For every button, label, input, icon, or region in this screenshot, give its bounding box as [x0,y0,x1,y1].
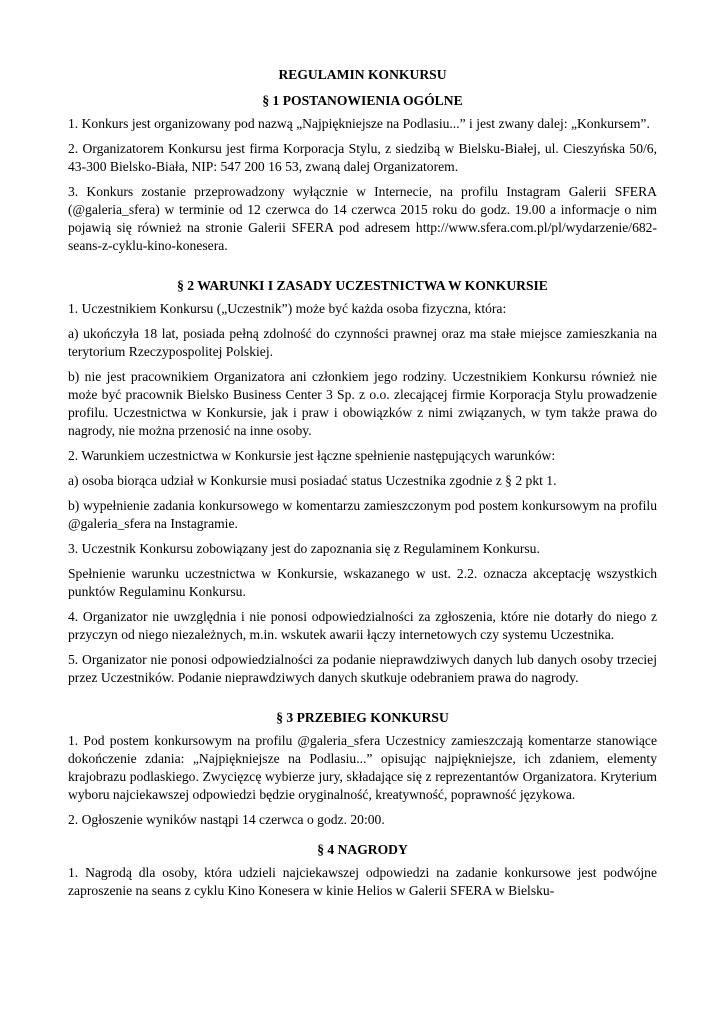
section-1-paragraph-3: 3. Konkurs zostanie przeprowadzony wyłącznie w Internecie, na profilu Instagram Galerii SFERA (@galeria_sfera) w terminie od 12 czerwca do 14 czerwca 2015 roku do godz. 19.00 a informacje o nim pojawią się również na stronie Galerii SFERA pod adresem http://www.sfera.com.pl/pl/wydarzenie/682-seans-z-cyklu-kino-konesera. [68,184,657,253]
section-2-paragraph-1: 1. Uczestnikiem Konkursu („Uczestnik”) może być każda osoba fizyczna, która: [68,301,507,316]
section-2-paragraph-5: a) osoba biorąca udział w Konkursie musi posiadać status Uczestnika zgodnie z § 2 pkt 1. [68,473,557,488]
section-1-paragraph-1: 1. Konkurs jest organizowany pod nazwą „Najpiękniejsze na Podlasiu...” i jest zwany dalej: „Konkursem”. [68,116,650,131]
section-2-paragraph-6: b) wypełnienie zadania konkursowego w komentarzu zamieszczonym pod postem konkursowym na profilu @galeria_sfera na Instagramie. [68,498,657,531]
section-3-heading: § 3 PRZEBIEG KONKURSU [276,710,449,725]
section-3-paragraph-1: 1. Pod postem konkursowym na profilu @galeria_sfera Uczestnicy zamieszczają komentarze stanowiące dokończenie zdania: „Najpiękniejsze na Podlasiu...” opisując najpiękniejsze, ich zdaniem, elementy krajobrazu podlaskiego. Zwycięzcę wybierze jury, składające się z reprezentantów Organizatora. Kryterium wyboru najciekawszej odpowiedzi będzie oryginalność, kreatywność, poprawność językowa. [68,733,657,802]
section-4-heading: § 4 NAGRODY [317,842,408,857]
section-3-paragraph-2: 2. Ogłoszenie wyników nastąpi 14 czerwca o godz. 20:00. [68,812,385,827]
document-title: REGULAMIN KONKURSU [278,67,447,82]
section-1-heading: § 1 POSTANOWIENIA OGÓLNE [262,93,463,108]
section-2-paragraph-3: b) nie jest pracownikiem Organizatora ani członkiem jego rodziny. Uczestnikiem Konkursu również nie może być pracownik Bielsko Business Center 3 Sp. z o.o. zlecającej firmie Korporacja Stylu prowadzenie profilu. Uczestnictwa w Konkursie, jak i praw i obowiązków z nimi związanych, w tym także prawa do nagrody, nie można przenosić na inne osoby. [68,369,657,438]
section-2-paragraph-8: Spełnienie warunku uczestnictwa w Konkursie, wskazanego w ust. 2.2. oznacza akceptację wszystkich punktów Regulaminu Konkursu. [68,566,657,599]
section-2-paragraph-4: 2. Warunkiem uczestnictwa w Konkursie jest łączne spełnienie następujących warunków: [68,448,556,463]
section-2-paragraph-2: a) ukończyła 18 lat, posiada pełną zdolność do czynności prawnej oraz ma stałe miejsce zamieszkania na terytorium Rzeczypospolitej Polskiej. [68,326,657,359]
section-2-paragraph-10: 5. Organizator nie ponosi odpowiedzialności za podanie nieprawdziwych danych lub danych osoby trzeciej przez Uczestników. Podanie nieprawdziwych danych skutkuje odebraniem prawa do nagrody. [68,652,657,685]
section-1-paragraph-2: 2. Organizatorem Konkursu jest firma Korporacja Stylu, z siedzibą w Bielsku-Białej, ul. Cieszyńska 50/6, 43-300 Bielsko-Biała, NIP: 547 200 16 53, zwaną dalej Organizatorem. [68,141,657,174]
section-4-paragraph-1: 1. Nagrodą dla osoby, która udzieli najciekawszej odpowiedzi na zadanie konkursowe jest podwójne zaproszenie na seans z cyklu Kino Konesera w kinie Helios w Galerii SFERA w Bielsku- [68,865,657,898]
section-2-paragraph-9: 4. Organizator nie uwzględnia i nie ponosi odpowiedzialności za zgłoszenia, które nie dotarły do niego z przyczyn od niego niezależnych, m.in. wskutek awarii łączy internetowych czy systemu Uczestnika. [68,609,657,642]
section-2-paragraph-7: 3. Uczestnik Konkursu zobowiązany jest do zapoznania się z Regulaminem Konkursu. [68,541,540,556]
section-2-heading: § 2 WARUNKI I ZASADY UCZESTNICTWA W KONKURSIE [177,278,548,293]
